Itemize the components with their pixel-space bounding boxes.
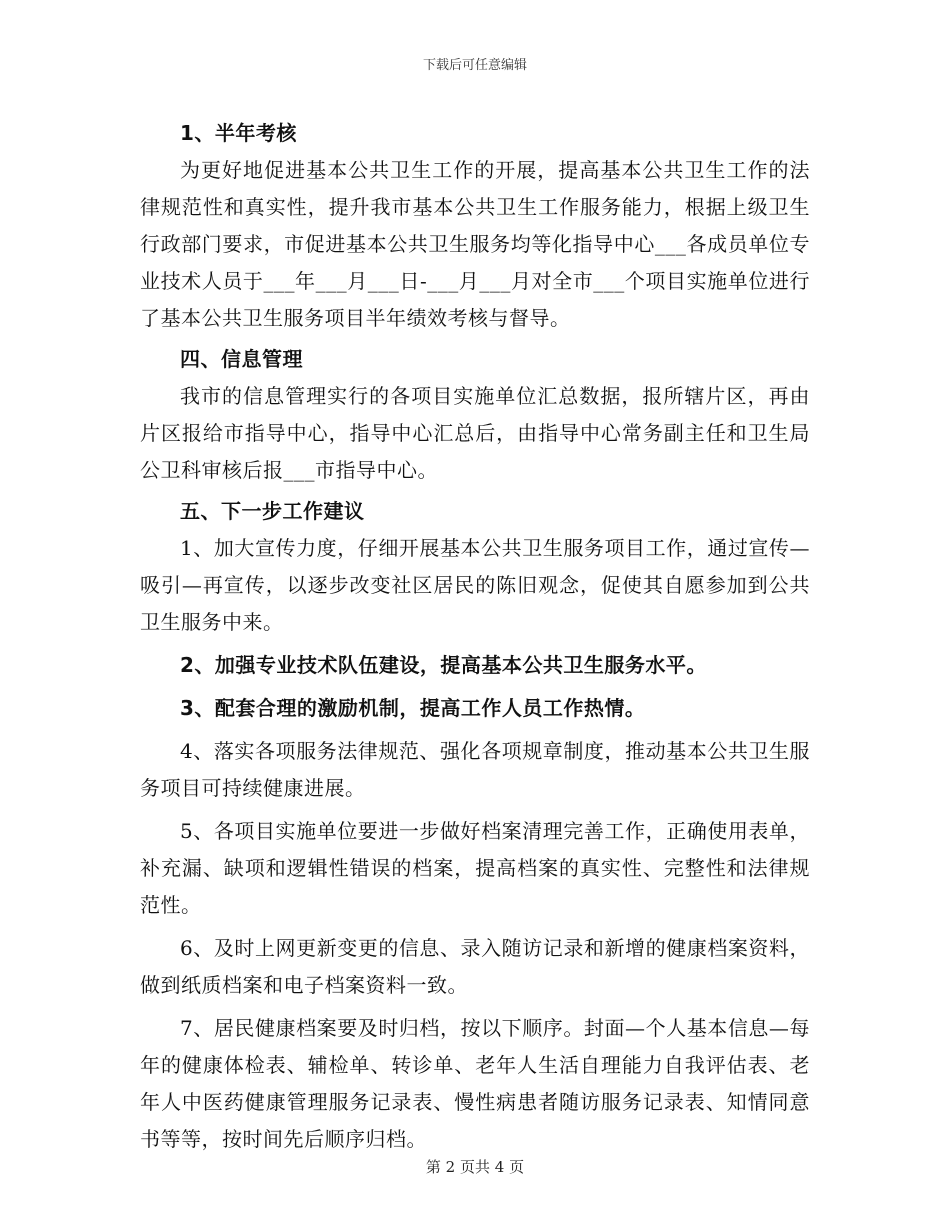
paragraph-half-year-review: 为更好地促进基本公共卫生工作的开展，提高基本公共卫生工作的法律规范性和真实性，提升我市基本公共卫生工作服务能力，根据上级卫生行政部门要求，市促进基本公共卫生服务均等化指导中心___各成员单位专业技术人员于___年___月___日-___月___月对全市___个项目实施单位进行了基本公共卫生服务项目半年绩效考核与督导。 xyxy=(140,158,810,330)
paragraph-info-management: 我市的信息管理实行的各项目实施单位汇总数据，报所辖片区，再由片区报给市指导中心，指导中心汇总后，由指导中心常务副主任和卫生局公卫科审核后报___市指导中心。 xyxy=(140,384,810,482)
section-heading-info-management: 四、信息管理 xyxy=(180,347,303,371)
paragraph-next-step-4: 4、落实各项服务法律规范、强化各项规章制度，推动基本公共卫生服务项目可持续健康进展。 xyxy=(140,739,810,800)
document-body xyxy=(140,111,810,1158)
paragraph-next-step-1: 1、加大宣传力度，仔细开展基本公共卫生服务项目工作，通过宣传—吸引—再宣传，以逐步改变社区居民的陈旧观念，促使其自愿参加到公共卫生服务中来。 xyxy=(140,536,810,634)
section-heading-half-year-review: 1、半年考核 xyxy=(180,121,297,145)
paragraph-next-step-6: 6、及时上网更新变更的信息、录入随访记录和新增的健康档案资料，做到纸质档案和电子档案资料一致。 xyxy=(140,936,810,997)
paragraph-next-step-3: 3、配套合理的激励机制，提高工作人员工作热情。 xyxy=(180,696,646,720)
paragraph-next-step-7: 7、居民健康档案要及时归档，按以下顺序。封面—个人基本信息—每年的健康体检表、辅检单、转诊单、老年人生活自理能力自我评估表、老年人中医药健康管理服务记录表、慢性病患者随访服务记录表、知情同意书等等，按时间先后顺序归档。 xyxy=(140,1016,810,1151)
paragraph-next-step-5: 5、各项目实施单位要进一步做好档案清理完善工作，正确使用表单，补充漏、缺项和逻辑性错误的档案，提高档案的真实性、完整性和法律规范性。 xyxy=(140,819,810,917)
page-header: 下载后可任意编辑 xyxy=(422,58,527,73)
page-number-footer: 第 2 页共 4 页 xyxy=(425,1158,525,1176)
paragraph-next-step-2: 2、加强专业技术队伍建设，提高基本公共卫生服务水平。 xyxy=(180,653,707,677)
section-heading-next-steps: 五、下一步工作建议 xyxy=(180,499,365,523)
